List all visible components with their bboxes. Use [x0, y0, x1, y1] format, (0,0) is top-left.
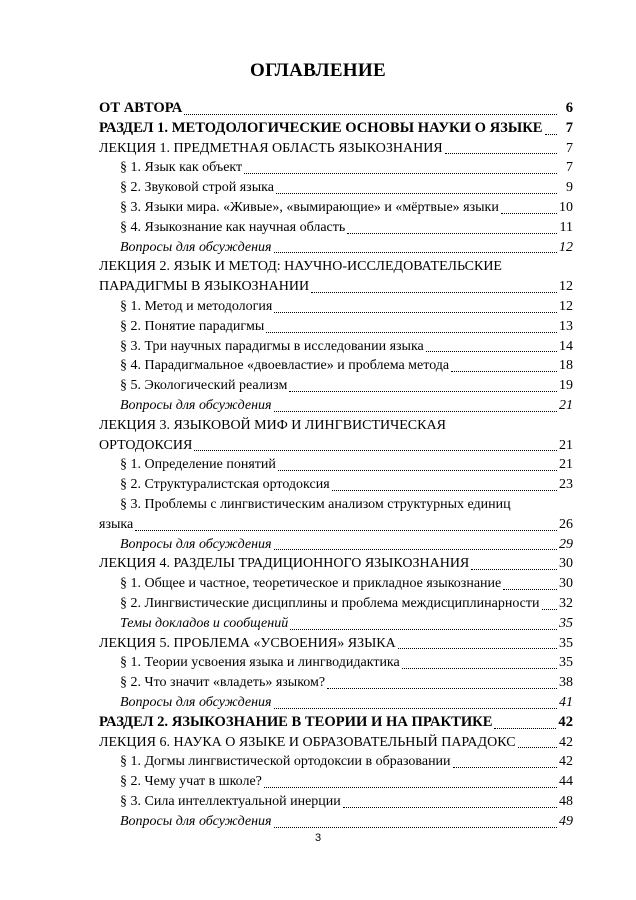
dot-leader: [311, 291, 557, 293]
toc-entry-title: § 1. Теории усвоения языка и лингводидактика: [120, 655, 400, 671]
toc-entry-page-number: 30: [559, 576, 573, 592]
toc-entry[interactable]: [99, 515, 573, 535]
dot-leader: [274, 548, 557, 550]
toc-entry-page-number: 35: [559, 635, 573, 651]
dot-leader: [545, 133, 557, 135]
toc-entry[interactable]: [99, 693, 573, 713]
toc-entry-page-number: 35: [559, 615, 573, 631]
toc-entry-title: § 4. Языкознание как научная область: [120, 219, 346, 235]
toc-entry-page-number: 19: [559, 378, 573, 394]
toc-entry[interactable]: [99, 792, 573, 812]
toc-entry-page-number: 6: [565, 100, 573, 116]
dot-leader: [494, 727, 556, 729]
toc-entry-title: РАЗДЕЛ 1. МЕТОДОЛОГИЧЕСКИЕ ОСНОВЫ НАУКИ О ЯЗЫКЕ: [99, 119, 543, 136]
toc-entry[interactable]: [99, 752, 573, 772]
toc-entry-page-number: 32: [559, 595, 573, 611]
toc-entry-line1: [99, 495, 573, 515]
dot-leader: [266, 331, 557, 333]
toc-entry-title: § 3. Сила интеллектуальной инерции: [120, 793, 341, 809]
toc-entry-line1: [99, 257, 573, 277]
dot-leader: [518, 746, 557, 748]
toc-entry[interactable]: [99, 218, 573, 238]
toc-entry-title: § 1. Общее и частное, теоретическое и прикладное языкознание: [120, 576, 502, 592]
toc-entry[interactable]: [99, 614, 573, 634]
toc-entry-title: § 4. Парадигмальное «двоевластие» и проблема метода: [120, 358, 450, 374]
page-number: 3: [314, 832, 322, 844]
toc-entry-title: Темы докладов и сообщений: [120, 615, 289, 631]
page-title: ОГЛАВЛЕНИЕ: [250, 60, 386, 81]
dot-leader: [289, 390, 557, 392]
toc-entry-page-number: 18: [559, 358, 573, 374]
toc-entry-title: Вопросы для обсуждения: [120, 397, 272, 413]
dot-leader: [274, 410, 557, 412]
toc-entry[interactable]: [99, 376, 573, 396]
toc-entry-title: § 2. Понятие парадигмы: [120, 318, 265, 334]
toc-entry[interactable]: [99, 733, 573, 753]
toc-entry-page-number: 42: [558, 713, 573, 730]
toc-entry[interactable]: [99, 554, 573, 574]
toc-entry-page-number: 42: [559, 754, 573, 770]
toc-entry-title: § 2. Лингвистические дисциплины и проблема междисциплинарности: [120, 595, 540, 611]
dot-leader: [264, 786, 557, 788]
toc-entry[interactable]: [99, 198, 573, 218]
toc-entry-title: ЛЕКЦИЯ 5. ПРОБЛЕМА «УСВОЕНИЯ» ЯЗЫКА: [99, 635, 396, 651]
toc-entry-title: § 1. Определение понятий: [120, 457, 276, 473]
toc-entry[interactable]: [99, 277, 573, 297]
toc-entry-title-line1: ЛЕКЦИЯ 2. ЯЗЫК И МЕТОД: НАУЧНО-ИССЛЕДОВАТЕЛЬСКИЕ: [99, 259, 502, 275]
dot-leader: [453, 766, 557, 768]
dot-leader: [402, 667, 557, 669]
toc-entry-title: § 2. Структуралистская ортодоксия: [120, 477, 330, 493]
toc-entry-title: ОТ АВТОРА: [99, 100, 183, 116]
dot-leader: [276, 192, 557, 194]
toc-entry[interactable]: [99, 119, 573, 139]
toc-entry-title: ЛЕКЦИЯ 1. ПРЕДМЕТНАЯ ОБЛАСТЬ ЯЗЫКОЗНАНИЯ: [99, 140, 443, 156]
toc-entry-title: РАЗДЕЛ 2. ЯЗЫКОЗНАНИЕ В ТЕОРИИ И НА ПРАКТИКЕ: [99, 713, 493, 730]
dot-leader: [398, 647, 557, 649]
toc-entry-line1: [99, 416, 573, 436]
toc-entry-page-number: 41: [559, 694, 573, 710]
toc-entry[interactable]: [99, 713, 573, 733]
toc-entry-page-number: 9: [566, 180, 573, 196]
toc-entry-title: Вопросы для обсуждения: [120, 239, 272, 255]
dot-leader: [278, 469, 557, 471]
toc-entry-title: § 3. Языки мира. «Живые», «вымирающие» и «мёртвые» языки: [120, 199, 499, 215]
toc-entry-title: § 1. Метод и методология: [120, 298, 273, 314]
dot-leader: [451, 370, 557, 372]
dot-leader: [347, 232, 557, 234]
dot-leader: [542, 608, 558, 610]
dot-leader: [471, 568, 557, 570]
toc-entry[interactable]: [99, 772, 573, 792]
toc-entry[interactable]: [99, 594, 573, 614]
toc-entry-page-number: 23: [559, 477, 573, 493]
dot-leader: [290, 628, 557, 630]
toc-entry-title: Вопросы для обсуждения: [120, 536, 272, 552]
dot-leader: [244, 172, 557, 174]
dot-leader: [343, 806, 557, 808]
dot-leader: [327, 687, 557, 689]
toc-entry[interactable]: [99, 297, 573, 317]
toc-entry-page-number: 12: [559, 239, 573, 255]
dot-leader: [194, 449, 557, 451]
toc-entry[interactable]: [99, 634, 573, 654]
toc-entry-page-number: 21: [559, 397, 573, 413]
toc-entry-title: Вопросы для обсуждения: [120, 694, 272, 710]
toc-entry[interactable]: [99, 455, 573, 475]
toc-entry[interactable]: [99, 475, 573, 495]
toc-entry[interactable]: [99, 158, 573, 178]
toc-entry[interactable]: [99, 99, 573, 119]
toc-entry-page-number: 35: [559, 655, 573, 671]
toc-entry-title-line1: § 3. Проблемы с лингвистическим анализом структурных единиц: [120, 496, 511, 512]
toc-entry-page-number: 26: [559, 516, 573, 532]
toc-entry-page-number: 12: [559, 279, 573, 295]
toc-entry-page-number: 21: [559, 457, 573, 473]
table-of-contents: [99, 99, 573, 831]
toc-entry[interactable]: [99, 178, 573, 198]
toc-entry-title-line1: ЛЕКЦИЯ 3. ЯЗЫКОВОЙ МИФ И ЛИНГВИСТИЧЕСКАЯ: [99, 417, 446, 433]
toc-entry-title: § 5. Экологический реализм: [120, 378, 288, 394]
dot-leader: [274, 707, 557, 709]
dot-leader: [426, 350, 557, 352]
toc-entry[interactable]: [99, 653, 573, 673]
toc-entry[interactable]: [99, 139, 573, 159]
toc-entry-page-number: 10: [559, 199, 573, 215]
toc-entry-page-number: 42: [559, 734, 573, 750]
toc-entry[interactable]: [99, 436, 573, 456]
toc-entry-title: § 1. Догмы лингвистической ортодоксии в образовании: [120, 754, 451, 770]
toc-entry-title: ЛЕКЦИЯ 4. РАЗДЕЛЫ ТРАДИЦИОННОГО ЯЗЫКОЗНАНИЯ: [99, 556, 470, 572]
toc-entry[interactable]: [99, 535, 573, 555]
toc-entry[interactable]: [99, 396, 573, 416]
toc-entry-title: § 2. Что значит «владеть» языком?: [120, 675, 326, 691]
dot-leader: [184, 113, 557, 115]
toc-entry[interactable]: [99, 238, 573, 258]
toc-entry-title: § 3. Три научных парадигмы в исследовании языка: [120, 338, 424, 354]
toc-entry[interactable]: [99, 673, 573, 693]
toc-entry[interactable]: [99, 337, 573, 357]
toc-entry-page-number: 7: [566, 160, 573, 176]
toc-entry-page-number: 21: [559, 437, 573, 453]
dot-leader: [445, 152, 557, 154]
toc-entry-page-number: 44: [559, 774, 573, 790]
toc-entry-title: § 2. Звуковой строй языка: [120, 180, 274, 196]
dot-leader: [332, 489, 557, 491]
dot-leader: [274, 311, 557, 313]
dot-leader: [274, 251, 557, 253]
toc-entry[interactable]: [99, 317, 573, 337]
toc-entry-page-number: 38: [559, 675, 573, 691]
toc-entry[interactable]: [99, 574, 573, 594]
toc-entry[interactable]: [99, 812, 573, 832]
dot-leader: [501, 212, 557, 214]
toc-entry-title: ЛЕКЦИЯ 6. НАУКА О ЯЗЫКЕ И ОБРАЗОВАТЕЛЬНЫЙ ПАРАДОКС: [99, 734, 516, 750]
toc-entry-title: ПАРАДИГМЫ В ЯЗЫКОЗНАНИИ: [99, 279, 310, 295]
toc-entry-page-number: 12: [559, 298, 573, 314]
toc-entry-page-number: 29: [559, 536, 573, 552]
toc-entry[interactable]: [99, 356, 573, 376]
toc-entry-page-number: 48: [559, 793, 573, 809]
toc-entry-page-number: 7: [565, 119, 573, 136]
dot-leader: [135, 529, 557, 531]
toc-entry-page-number: 49: [559, 813, 573, 829]
toc-entry-page-number: 14: [559, 338, 573, 354]
dot-leader: [274, 826, 557, 828]
toc-entry-title: § 1. Язык как объект: [120, 160, 243, 176]
toc-entry-title: языка: [99, 516, 134, 532]
toc-entry-title: Вопросы для обсуждения: [120, 813, 272, 829]
toc-entry-page-number: 13: [559, 318, 573, 334]
dot-leader: [503, 588, 557, 590]
toc-entry-page-number: 30: [559, 556, 573, 572]
toc-entry-page-number: 11: [559, 219, 573, 235]
toc-entry-title: § 2. Чему учат в школе?: [120, 774, 262, 790]
toc-entry-title: ОРТОДОКСИЯ: [99, 437, 193, 453]
toc-entry-page-number: 7: [566, 140, 573, 156]
